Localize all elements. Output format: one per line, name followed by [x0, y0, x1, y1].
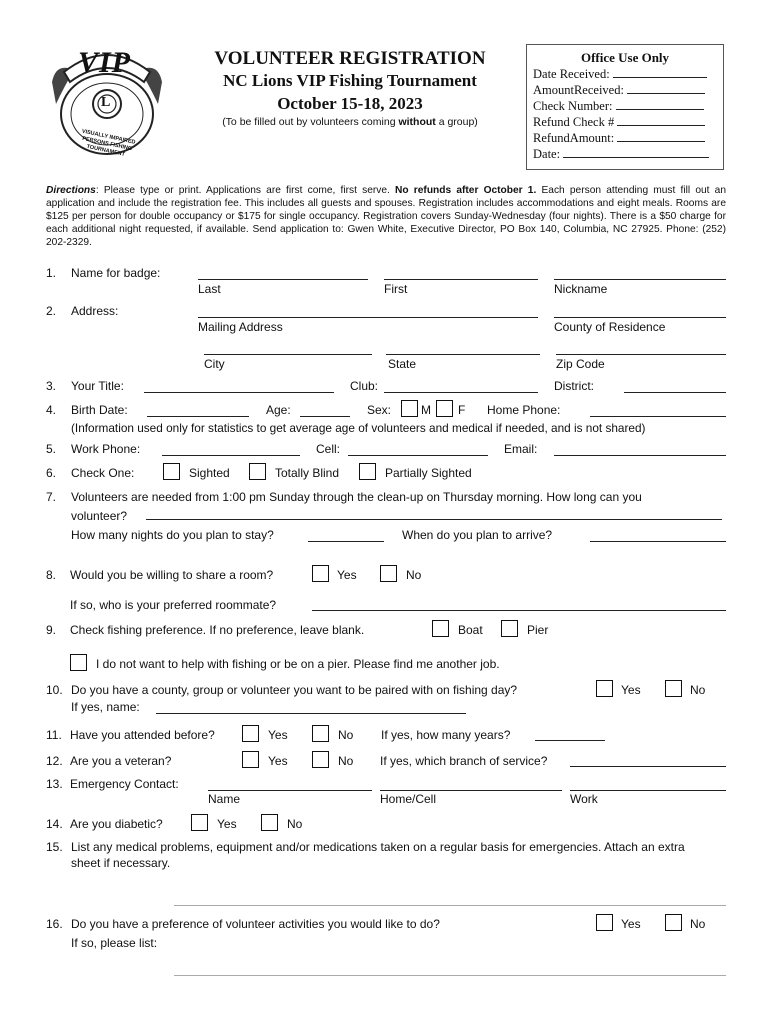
office-check-number[interactable]: Check Number:	[533, 98, 723, 114]
birth-date-label: Birth Date:	[71, 403, 128, 417]
share-room-no-checkbox[interactable]	[380, 565, 397, 582]
share-room-yes-label: Yes	[337, 568, 357, 582]
medical-label: List any medical problems, equipment and/or medications taken on a regular basis for emergencies. Attach an extra	[71, 840, 685, 854]
volunteer-duration-field[interactable]	[146, 519, 722, 520]
activities-no-label: No	[690, 917, 706, 931]
q2-number: 2.	[46, 304, 57, 318]
home-phone-label: Home Phone:	[487, 403, 561, 417]
paired-yes-checkbox[interactable]	[596, 680, 613, 697]
nights-label: How many nights do you plan to stay?	[71, 528, 274, 542]
state-field[interactable]	[386, 354, 540, 355]
home-phone-field[interactable]	[590, 416, 726, 417]
attended-yes-checkbox[interactable]	[242, 725, 259, 742]
title-field[interactable]	[144, 392, 334, 393]
attended-yes-label: Yes	[268, 728, 288, 742]
q3-number: 3.	[46, 379, 57, 393]
sex-label: Sex:	[367, 403, 392, 417]
emergency-contact-label: Emergency Contact:	[70, 777, 179, 791]
years-label: If yes, how many years?	[381, 728, 511, 742]
totally-blind-checkbox[interactable]	[249, 463, 266, 480]
diabetic-no-checkbox[interactable]	[261, 814, 278, 831]
q8-number: 8.	[46, 568, 57, 582]
first-name-field[interactable]	[384, 279, 538, 280]
veteran-label: Are you a veteran?	[70, 754, 172, 768]
sex-f-label: F	[458, 403, 466, 417]
form-title: VOLUNTEER REGISTRATION	[214, 48, 486, 69]
city-field[interactable]	[204, 354, 372, 355]
office-use-box	[526, 44, 724, 170]
veteran-no-checkbox[interactable]	[312, 751, 329, 768]
attended-label: Have you attended before?	[70, 728, 215, 742]
club-label: Club:	[350, 379, 379, 393]
diabetic-yes-checkbox[interactable]	[191, 814, 208, 831]
roommate-field[interactable]	[312, 610, 726, 611]
district-label: District:	[554, 379, 594, 393]
first-caption: First	[384, 282, 408, 296]
paired-no-label: No	[690, 683, 706, 697]
veteran-yes-label: Yes	[268, 754, 288, 768]
partially-sighted-checkbox[interactable]	[359, 463, 376, 480]
other-job-checkbox[interactable]	[70, 654, 87, 671]
emergency-name-field[interactable]	[208, 790, 372, 791]
office-date[interactable]: Date:	[533, 146, 723, 162]
tournament-name: NC Lions VIP Fishing Tournament	[223, 71, 477, 90]
q14-number: 14.	[46, 817, 63, 831]
sighted-label: Sighted	[189, 466, 230, 480]
activities-label: Do you have a preference of volunteer activities you would like to do?	[71, 917, 440, 931]
boat-checkbox[interactable]	[432, 620, 449, 637]
other-job-label: I do not want to help with fishing or be on a pier. Please find me another job.	[96, 657, 500, 671]
sex-m-checkbox[interactable]	[401, 400, 418, 417]
office-refund-amount[interactable]: RefundAmount:	[533, 130, 723, 146]
partially-sighted-label: Partially Sighted	[385, 466, 472, 480]
paired-name-field[interactable]	[156, 713, 466, 714]
q7-text: Volunteers are needed from 1:00 pm Sunday through the clean-up on Thursday morning. How long can you	[71, 490, 642, 504]
q6-number: 6.	[46, 466, 57, 480]
vip-logo-text: VIP	[78, 46, 132, 79]
lions-logo-letter: L	[101, 95, 111, 110]
nights-field[interactable]	[308, 541, 384, 542]
office-date-received[interactable]: Date Received:	[533, 66, 723, 82]
diabetic-label: Are you diabetic?	[70, 817, 163, 831]
zip-caption: Zip Code	[556, 357, 605, 371]
paired-name-label: If yes, name:	[71, 700, 140, 714]
email-field[interactable]	[554, 455, 726, 456]
emergency-work-caption: Work	[570, 792, 598, 806]
q7-number: 7.	[46, 490, 57, 504]
last-name-field[interactable]	[198, 279, 368, 280]
q15-number: 15.	[46, 840, 63, 854]
q9-number: 9.	[46, 623, 57, 637]
q12-number: 12.	[46, 754, 63, 768]
nickname-caption: Nickname	[554, 282, 608, 296]
q1-number: 1.	[46, 266, 57, 280]
work-phone-label: Work Phone:	[71, 442, 141, 456]
activities-list-field[interactable]	[174, 975, 726, 976]
header-note: (To be filled out by volunteers coming without a group)	[222, 116, 478, 128]
veteran-yes-checkbox[interactable]	[242, 751, 259, 768]
boat-label: Boat	[458, 623, 483, 637]
diabetic-yes-label: Yes	[217, 817, 237, 831]
share-room-label: Would you be willing to share a room?	[70, 568, 274, 582]
state-caption: State	[388, 357, 417, 371]
q1-label: Name for badge:	[71, 266, 161, 280]
paired-yes-label: Yes	[621, 683, 641, 697]
nickname-field[interactable]	[554, 279, 726, 280]
totally-blind-label: Totally Blind	[275, 466, 340, 480]
branch-label: If yes, which branch of service?	[380, 754, 548, 768]
q2-label: Address:	[71, 304, 119, 318]
emergency-home-caption: Home/Cell	[380, 792, 437, 806]
roommate-label: If so, who is your preferred roommate?	[70, 598, 277, 612]
office-refund-check[interactable]: Refund Check #	[533, 114, 723, 130]
activities-no-checkbox[interactable]	[665, 914, 682, 931]
county-field[interactable]	[554, 317, 726, 318]
county-caption: County of Residence	[554, 320, 666, 334]
veteran-no-label: No	[338, 754, 354, 768]
paired-label: Do you have a county, group or volunteer you want to be paired with on fishing day?	[71, 683, 518, 697]
district-field[interactable]	[624, 392, 726, 393]
mailing-caption: Mailing Address	[198, 320, 283, 334]
activities-yes-checkbox[interactable]	[596, 914, 613, 931]
attended-no-label: No	[338, 728, 354, 742]
birth-date-field[interactable]	[147, 416, 249, 417]
last-caption: Last	[198, 282, 221, 296]
emergency-home-field[interactable]	[380, 790, 562, 791]
mailing-address-field[interactable]	[198, 317, 538, 318]
q10-number: 10.	[46, 683, 63, 697]
branch-field[interactable]	[570, 766, 726, 767]
q11-number: 11.	[46, 728, 62, 742]
work-phone-field[interactable]	[162, 455, 300, 456]
info-note: (Information used only for statistics to get average age of volunteers and medical if needed, and is not shared)	[71, 421, 646, 435]
club-field[interactable]	[384, 392, 538, 393]
age-field[interactable]	[300, 416, 350, 417]
pier-checkbox[interactable]	[501, 620, 518, 637]
q13-number: 13.	[46, 777, 63, 791]
share-room-no-label: No	[406, 568, 422, 582]
tournament-dates: October 15-18, 2023	[277, 94, 423, 113]
arrive-field[interactable]	[590, 541, 726, 542]
emergency-name-caption: Name	[208, 792, 241, 806]
check-one-label: Check One:	[71, 466, 135, 480]
years-field[interactable]	[535, 740, 605, 741]
share-room-yes-checkbox[interactable]	[312, 565, 329, 582]
cell-label: Cell:	[316, 442, 341, 456]
title-label: Your Title:	[71, 379, 124, 393]
activities-yes-label: Yes	[621, 917, 641, 931]
office-use-heading: Office Use Only	[580, 50, 670, 65]
attended-no-checkbox[interactable]	[312, 725, 329, 742]
city-caption: City	[204, 357, 225, 371]
sighted-checkbox[interactable]	[163, 463, 180, 480]
zip-field[interactable]	[556, 354, 726, 355]
paired-no-checkbox[interactable]	[665, 680, 682, 697]
emergency-work-field[interactable]	[570, 790, 726, 791]
directions-paragraph: Directions: Please type or print. Applications are first come, first serve. No refunds after October 1. Each person attending must fill out an application and include the registration fee. This includes all guests and spouses. Registration includes accommodations and eight meals. Rooms are $125 per person for double occupancy or $175 for single occupancy. Registration covers Sunday-Wednesday (four nights). There is a $50 charge for each additional night requested, if available. Send application to: Gwen White, Executive Director, PO Box 140, Columbia, NC 27925. Phone: (252) 202-2329.	[46, 185, 726, 248]
sex-f-checkbox[interactable]	[436, 400, 453, 417]
arrive-label: When do you plan to arrive?	[402, 528, 553, 542]
cell-field[interactable]	[348, 455, 488, 456]
q7-text-2: volunteer?	[71, 509, 128, 523]
logo-ring-text: VISUALLY IMPAIRED PERSONS FISHING TOURNAMENT	[81, 128, 136, 158]
q5-number: 5.	[46, 442, 57, 456]
sex-m-label: M	[421, 403, 431, 417]
age-label: Age:	[266, 403, 291, 417]
fishing-pref-label: Check fishing preference. If no preference, leave blank.	[70, 623, 365, 637]
pier-label: Pier	[527, 623, 549, 637]
office-amount-received[interactable]: AmountReceived:	[533, 82, 723, 98]
vip-logo	[44, 42, 170, 160]
diabetic-no-label: No	[287, 817, 303, 831]
medical-label-2: sheet if necessary.	[71, 856, 171, 870]
q4-number: 4.	[46, 403, 57, 417]
activities-list-label: If so, please list:	[71, 936, 158, 950]
medical-field[interactable]	[174, 905, 726, 906]
email-label: Email:	[504, 442, 538, 456]
q16-number: 16.	[46, 917, 63, 931]
